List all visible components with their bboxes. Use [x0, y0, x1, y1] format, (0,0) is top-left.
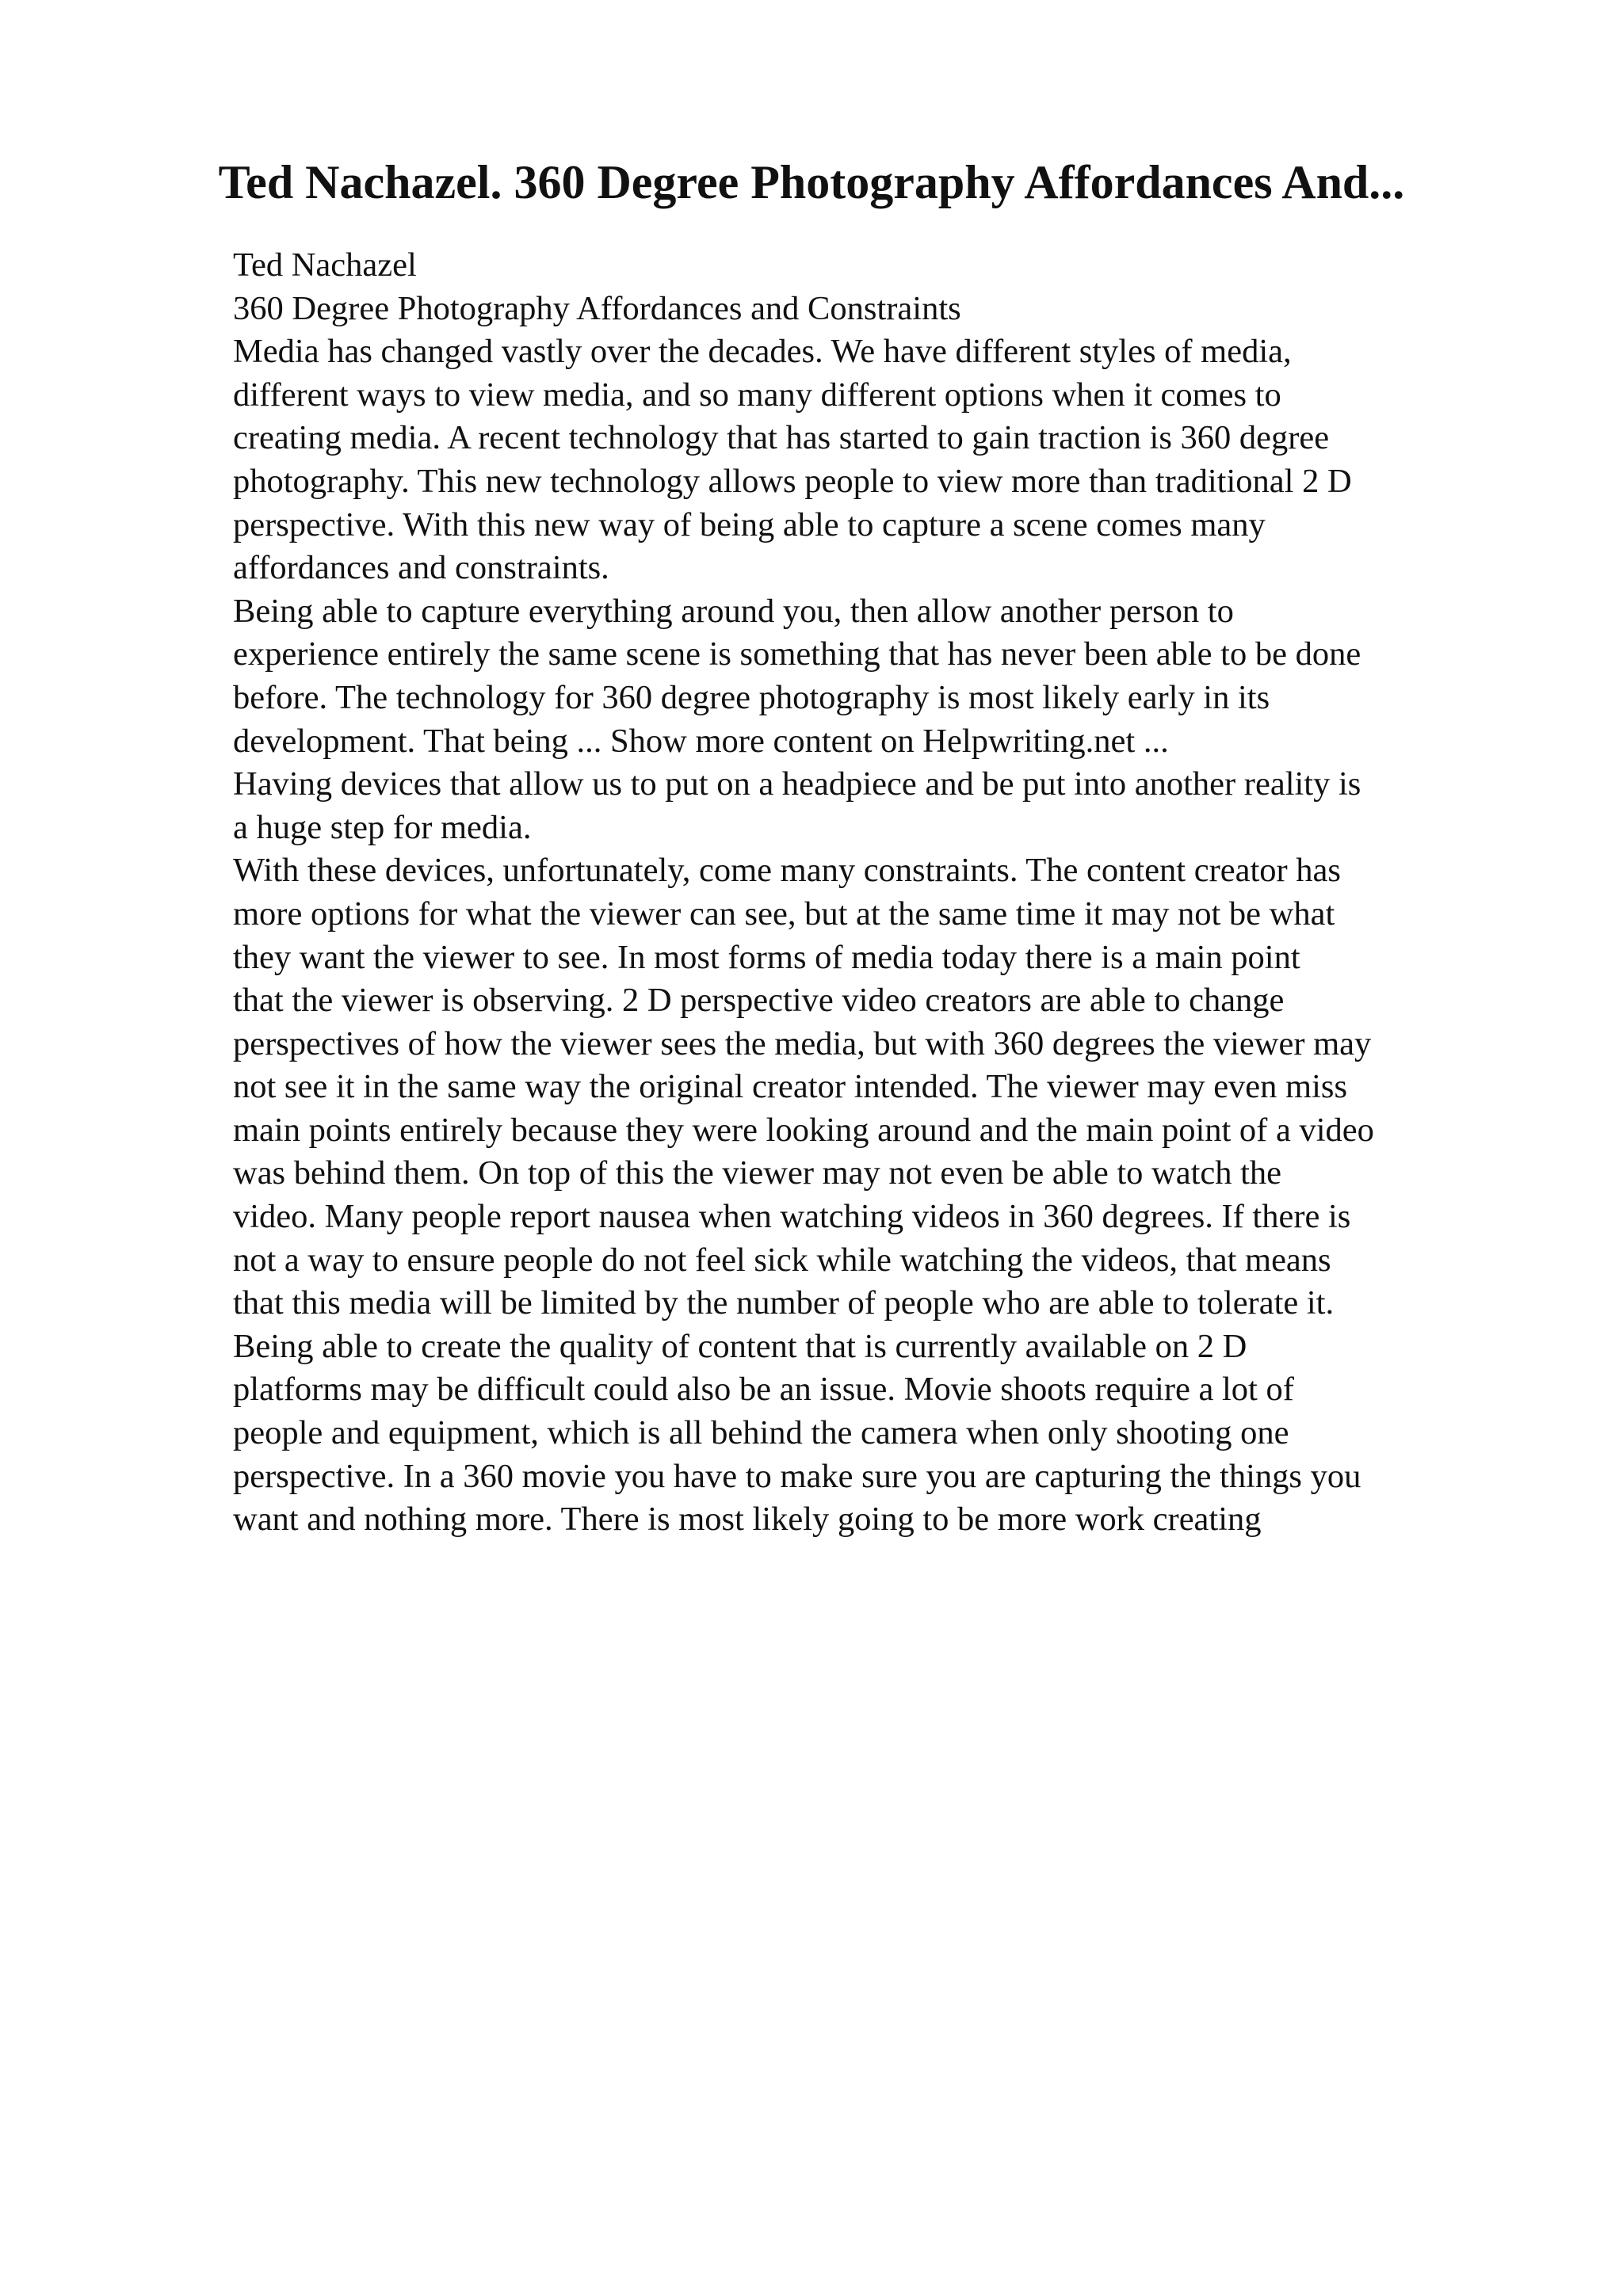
document-title: Ted Nachazel. 360 Degree Photography Affordances And...	[218, 156, 1405, 208]
body-line: they want the viewer to see. In most forms of media today there is a main point	[233, 938, 1300, 976]
body-line: different ways to view media, and so many different options when it comes to	[233, 376, 1281, 414]
body-line: affordances and constraints.	[233, 549, 609, 587]
body-line: perspectives of how the viewer sees the media, but with 360 degrees the viewer may	[233, 1024, 1372, 1062]
body-line: Being able to capture everything around you, then allow another person to	[233, 592, 1234, 630]
body-line: photography. This new technology allows people to view more than traditional 2 D	[233, 462, 1352, 500]
body-line: Having devices that allow us to put on a headpiece and be put into another reality is	[233, 765, 1361, 803]
body-line: not see it in the same way the original creator intended. The viewer may even miss	[233, 1068, 1347, 1106]
body-line: Being able to create the quality of content that is currently available on 2 D	[233, 1327, 1247, 1365]
body-line: was behind them. On top of this the viewer may not even be able to watch the	[233, 1154, 1282, 1192]
body-line: people and equipment, which is all behind the camera when only shooting one	[233, 1414, 1289, 1452]
body-line: video. Many people report nausea when watching videos in 360 degrees. If there is	[233, 1198, 1351, 1236]
body-line: 360 Degree Photography Affordances and Constraints	[233, 289, 961, 327]
body-line: not a way to ensure people do not feel sick while watching the videos, that means	[233, 1241, 1331, 1279]
body-line: before. The technology for 360 degree photography is most likely early in its	[233, 678, 1270, 716]
body-line: With these devices, unfortunately, come many constraints. The content creator has	[233, 852, 1341, 890]
body-line: more options for what the viewer can see, but at the same time it may not be what	[233, 894, 1335, 933]
body-line: main points entirely because they were looking around and the main point of a video	[233, 1111, 1374, 1149]
body-line: Media has changed vastly over the decades. We have different styles of media,	[233, 333, 1292, 371]
body-line: development. That being ... Show more content on Helpwriting.net ...	[233, 722, 1169, 760]
body-line: Ted Nachazel	[233, 246, 417, 284]
body-line: a huge step for media.	[233, 808, 532, 846]
body-line: that the viewer is observing. 2 D perspective video creators are able to change	[233, 982, 1285, 1020]
body-line: that this media will be limited by the number of people who are able to tolerate it.	[233, 1284, 1335, 1322]
body-line: perspective. In a 360 movie you have to make sure you are capturing the things you	[233, 1457, 1361, 1495]
document-body	[233, 244, 1525, 1542]
body-line: perspective. With this new way of being able to capture a scene comes many	[233, 505, 1266, 543]
body-line: creating media. A recent technology that has started to gain traction is 360 degree	[233, 419, 1330, 457]
body-line: platforms may be difficult could also be an issue. Movie shoots require a lot of	[233, 1371, 1294, 1409]
body-line: want and nothing more. There is most likely going to be more work creating	[233, 1501, 1262, 1539]
body-line: experience entirely the same scene is something that has never been able to be done	[233, 635, 1361, 673]
